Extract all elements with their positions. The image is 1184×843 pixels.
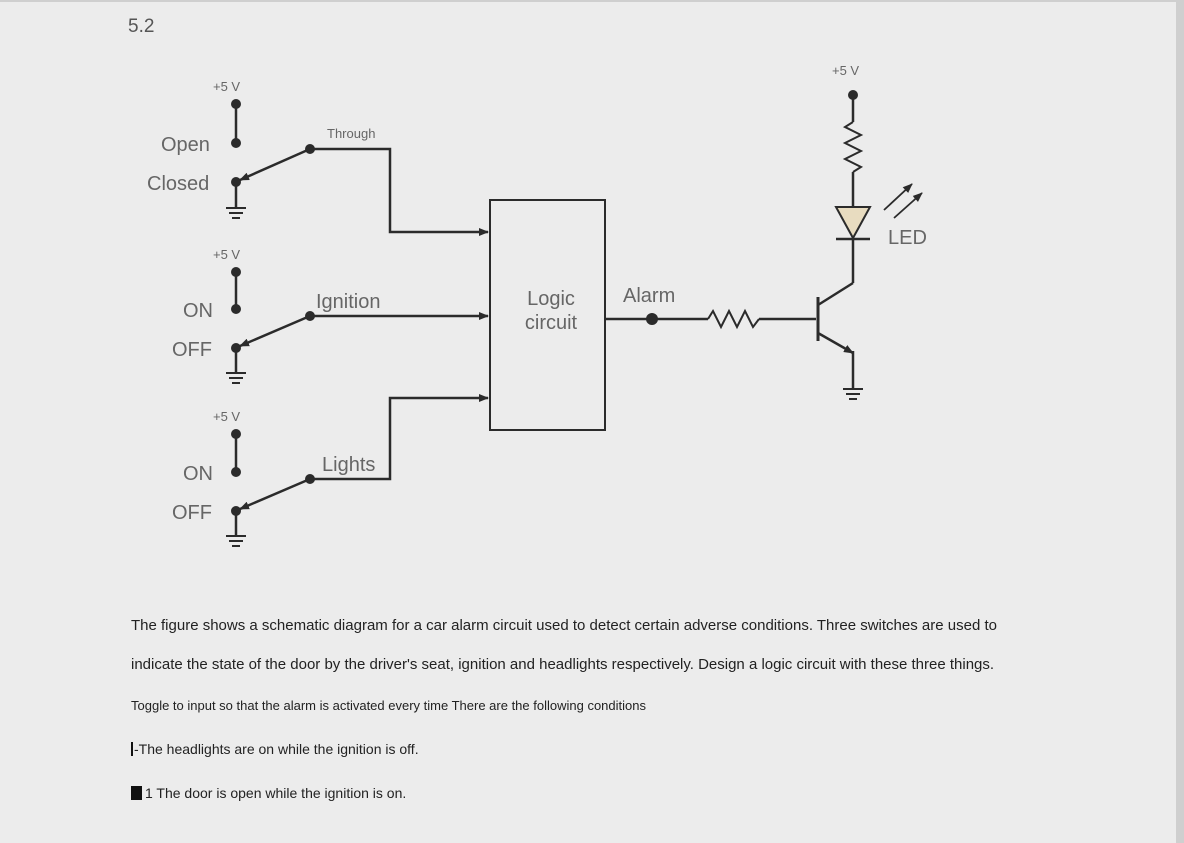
led-label: LED [888,227,927,249]
description-line-1: The figure shows a schematic diagram for a car alarm circuit used to detect certain adverse conditions. Three switches are used to [131,617,997,634]
ignition-supply-label: +5 V [213,247,241,262]
alarm-output-stage [605,63,927,399]
transistor-collector [818,283,853,305]
alarm-label: Alarm [623,285,676,307]
lights-off-label: OFF [172,502,212,524]
led-resistor-icon [845,122,861,172]
door-open-contact [231,138,241,148]
description-line-3: Toggle to input so that the alarm is activated every time There are the following conditions [131,698,646,713]
door-closed-label: Closed [147,173,210,195]
right-scrollbar-edge [1176,0,1184,843]
section-number: 5.2 [128,16,155,37]
lights-supply-label: +5 V [213,409,241,424]
led-diode-icon [836,207,870,238]
ignition-off-label: OFF [172,339,212,361]
door-signal-wire [310,149,488,232]
door-signal-label: Through [327,126,376,141]
logic-circuit-block [490,200,605,430]
door-open-label: Open [161,134,210,156]
ignition-on-contact [231,304,241,314]
lights-on-contact [231,467,241,477]
ignition-switch-lever [240,316,310,346]
lights-switch [172,398,488,546]
door-switch-lever [240,149,310,180]
condition-2 [131,785,406,801]
door-supply-label: +5 V [213,79,241,94]
ignition-switch [172,247,488,383]
alarm-node [646,313,658,325]
description-line-2: indicate the state of the door by the driver's seat, ignition and headlights respectively. Design a logic circuit with these three things. [131,656,995,673]
lights-on-label: ON [183,463,213,485]
logic-box-line2: circuit [524,312,578,334]
condition-2-text: 1 The door is open while the ignition is on. [145,785,407,801]
lights-switch-lever [240,479,310,509]
ignition-signal-label: Ignition [316,291,381,313]
transistor-emitter [818,333,853,353]
base-resistor-icon [708,311,759,327]
ignition-on-label: ON [183,300,213,322]
condition-2-marker [131,786,142,800]
led-supply-label: +5 V [832,63,860,78]
condition-1-marker [131,742,133,756]
condition-1-text: -The headlights are on while the ignition is off. [134,741,419,757]
lights-signal-label: Lights [322,454,376,476]
door-switch [147,79,488,232]
logic-box-line1: Logic [527,288,575,310]
condition-1 [131,741,419,757]
